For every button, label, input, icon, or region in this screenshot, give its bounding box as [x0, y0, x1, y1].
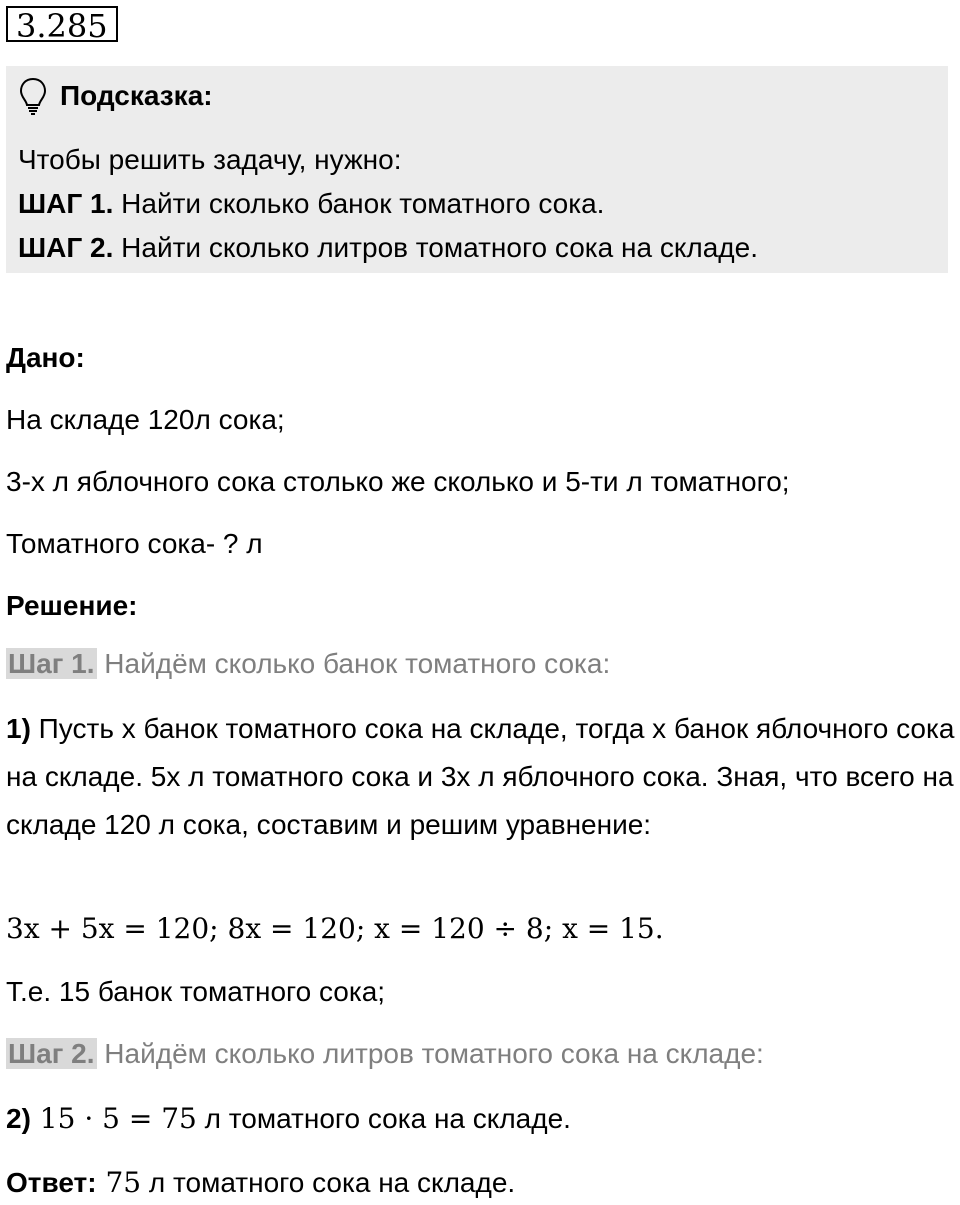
step-2-label: Шаг 2.	[8, 1038, 95, 1069]
hint-header	[18, 76, 213, 116]
given-line-2: 3-х л яблочного сока столько же сколько и 5-ти л томатного;	[6, 466, 790, 497]
equation: 3x + 5x = 120; 8x = 120; x = 120 ÷ 8; x = 15.	[6, 912, 664, 945]
lightbulb-icon	[18, 76, 48, 116]
item-1-text: Пусть х банок томатного сока на складе, тогда х банок яблочного сока на складе. 5х л томатного сока и 3х л яблочного сока. Зная, что всего на складе 120 л сока, составим и решим уравнение:	[6, 713, 955, 840]
item-1-number: 1)	[6, 713, 31, 744]
item-1	[6, 705, 956, 849]
hint-step-1-label: ШАГ 1.	[18, 188, 114, 219]
hint-intro: Чтобы решить задачу, нужно:	[18, 144, 402, 175]
hint-step-2-text: Найти сколько литров томатного сока на складе.	[113, 232, 758, 263]
item-2-text: л томатного сока на складе.	[196, 1103, 571, 1134]
step-1	[6, 648, 610, 680]
given-title: Дано:	[6, 342, 85, 373]
item-2	[6, 1102, 571, 1135]
problem-number: 3.285	[6, 6, 118, 42]
step-2	[6, 1038, 764, 1070]
item-2-math: 15 · 5 = 75	[30, 1102, 197, 1135]
given-line-1: На складе 120л сока;	[6, 404, 285, 435]
hint-step-1	[18, 188, 604, 220]
hint-step-2	[18, 232, 758, 264]
hint-title: Подсказка:	[60, 80, 213, 111]
answer	[6, 1166, 515, 1199]
item-2-number: 2)	[6, 1103, 31, 1134]
step-2-text: Найдём сколько литров томатного сока на складе:	[96, 1038, 764, 1069]
hint-box	[6, 66, 948, 273]
answer-text: л томатного сока на складе.	[141, 1167, 516, 1198]
given-line-3: Томатного сока- ? л	[6, 528, 263, 559]
hint-step-1-text: Найти сколько банок томатного сока.	[113, 188, 605, 219]
solution-title: Решение:	[6, 590, 138, 621]
step-1-text: Найдём сколько банок томатного сока:	[96, 648, 611, 679]
step-1-label: Шаг 1.	[8, 648, 95, 679]
result-1: Т.е. 15 банок томатного сока;	[6, 976, 386, 1007]
answer-math: 75	[96, 1166, 142, 1199]
hint-step-2-label: ШАГ 2.	[18, 232, 114, 263]
answer-label: Ответ:	[6, 1167, 97, 1198]
